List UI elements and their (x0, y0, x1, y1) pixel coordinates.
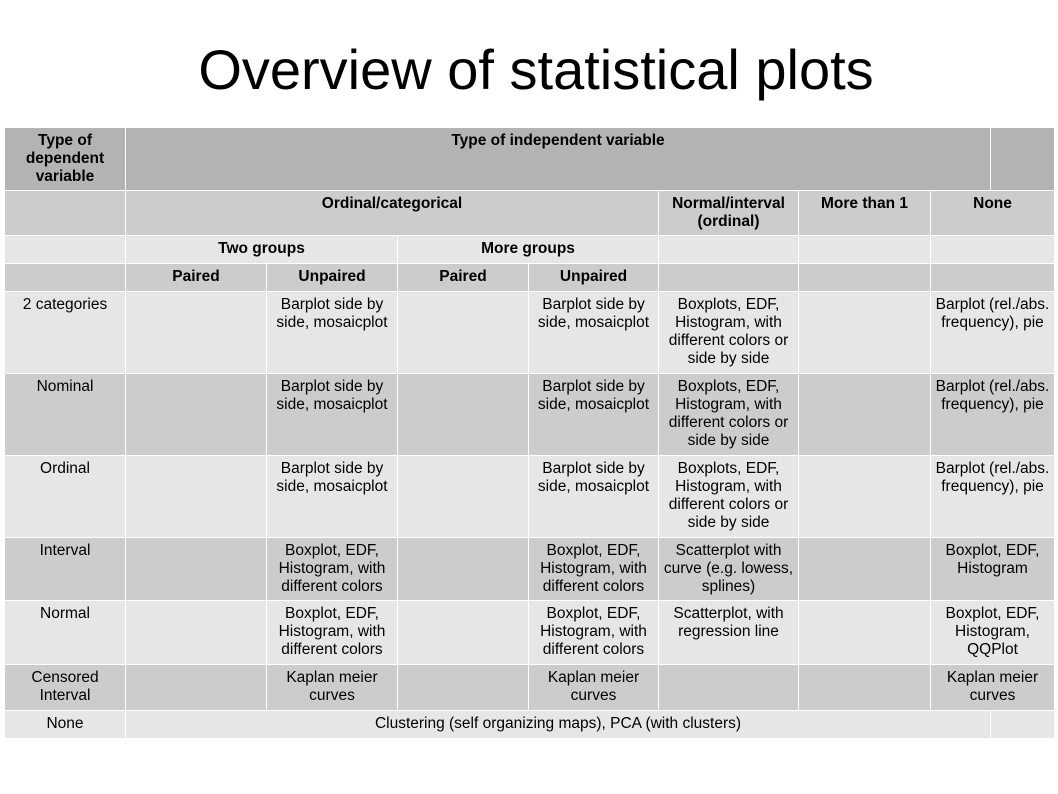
cell: Barplot (rel./abs. frequency), pie (931, 456, 1055, 538)
plots-table (4, 127, 1055, 739)
cell (398, 665, 529, 711)
cell (398, 601, 529, 665)
pairing-unpaired: Unpaired (529, 264, 659, 292)
cell (799, 292, 931, 374)
table-row (5, 538, 1055, 601)
cell: Boxplot, EDF, Histogram, with different colors (267, 601, 398, 665)
cell: Kaplan meier curves (931, 665, 1055, 711)
table-row (5, 292, 1055, 374)
cell: Scatterplot, with regression line (659, 601, 799, 665)
table-row (5, 711, 1055, 739)
cell (799, 456, 931, 538)
header-row-2 (5, 191, 1055, 236)
row-label: Censored Interval (5, 665, 126, 711)
cell (991, 711, 1055, 739)
cell (799, 374, 931, 456)
cell: Barplot side by side, mosaicplot (267, 456, 398, 538)
header-row-4 (5, 264, 1055, 292)
header-blank (659, 236, 799, 264)
header-blank (659, 264, 799, 292)
row-label: Ordinal (5, 456, 126, 538)
cell (398, 538, 529, 601)
cell (126, 292, 267, 374)
header-row-3 (5, 236, 1055, 264)
pairing-unpaired: Unpaired (267, 264, 398, 292)
header-blank (5, 264, 126, 292)
table-row (5, 374, 1055, 456)
header-blank (991, 128, 1055, 191)
page-title: Overview of statistical plots (198, 38, 874, 101)
cell (799, 665, 931, 711)
cell: Barplot side by side, mosaicplot (267, 292, 398, 374)
cell: Barplot side by side, mosaicplot (529, 292, 659, 374)
cell: Barplot side by side, mosaicplot (529, 456, 659, 538)
cell: Boxplot, EDF, Histogram, with different colors (529, 538, 659, 601)
cell (799, 538, 931, 601)
cell: Boxplot, EDF, Histogram, with different colors (529, 601, 659, 665)
cell: Boxplot, EDF, Histogram (931, 538, 1055, 601)
cell: Barplot (rel./abs. frequency), pie (931, 292, 1055, 374)
subgroup-more-groups: More groups (398, 236, 659, 264)
group-normal: Normal/interval (ordinal) (659, 191, 799, 236)
pairing-paired: Paired (398, 264, 529, 292)
cell: Boxplot, EDF, Histogram, with different colors (267, 538, 398, 601)
table-row (5, 456, 1055, 538)
header-blank (5, 191, 126, 236)
header-blank (931, 236, 1055, 264)
subgroup-two-groups: Two groups (126, 236, 398, 264)
group-more-than-1: More than 1 (799, 191, 931, 236)
table-row (5, 601, 1055, 665)
cell (799, 601, 931, 665)
header-row-1 (5, 128, 1055, 191)
cell: Barplot side by side, mosaicplot (267, 374, 398, 456)
pairing-paired: Paired (126, 264, 267, 292)
cell (398, 374, 529, 456)
cell: Kaplan meier curves (267, 665, 398, 711)
cell: Boxplot, EDF, Histogram, QQPlot (931, 601, 1055, 665)
header-blank (799, 236, 931, 264)
row-label: Interval (5, 538, 126, 601)
corner-header: Type of dependent variable (5, 128, 126, 191)
group-none: None (931, 191, 1055, 236)
cell: Barplot (rel./abs. frequency), pie (931, 374, 1055, 456)
table-row (5, 665, 1055, 711)
cell (659, 665, 799, 711)
row-label: Nominal (5, 374, 126, 456)
cell: Scatterplot with curve (e.g. lowess, splines) (659, 538, 799, 601)
clustering-cell: Clustering (self organizing maps), PCA (with clusters) (126, 711, 991, 739)
cell (126, 374, 267, 456)
cell (126, 456, 267, 538)
cell (398, 456, 529, 538)
header-blank (799, 264, 931, 292)
row-label: Normal (5, 601, 126, 665)
cell (126, 601, 267, 665)
cell: Boxplots, EDF, Histogram, with different colors or side by side (659, 292, 799, 374)
cell (126, 665, 267, 711)
header-blank (5, 236, 126, 264)
row-label: None (5, 711, 126, 739)
cell: Barplot side by side, mosaicplot (529, 374, 659, 456)
cell: Boxplots, EDF, Histogram, with different colors or side by side (659, 456, 799, 538)
independent-variable-header: Type of independent variable (126, 128, 991, 191)
cell: Boxplots, EDF, Histogram, with different colors or side by side (659, 374, 799, 456)
cell: Kaplan meier curves (529, 665, 659, 711)
row-label: 2 categories (5, 292, 126, 374)
header-blank (931, 264, 1055, 292)
group-ordinal: Ordinal/categorical (126, 191, 659, 236)
cell (126, 538, 267, 601)
cell (398, 292, 529, 374)
